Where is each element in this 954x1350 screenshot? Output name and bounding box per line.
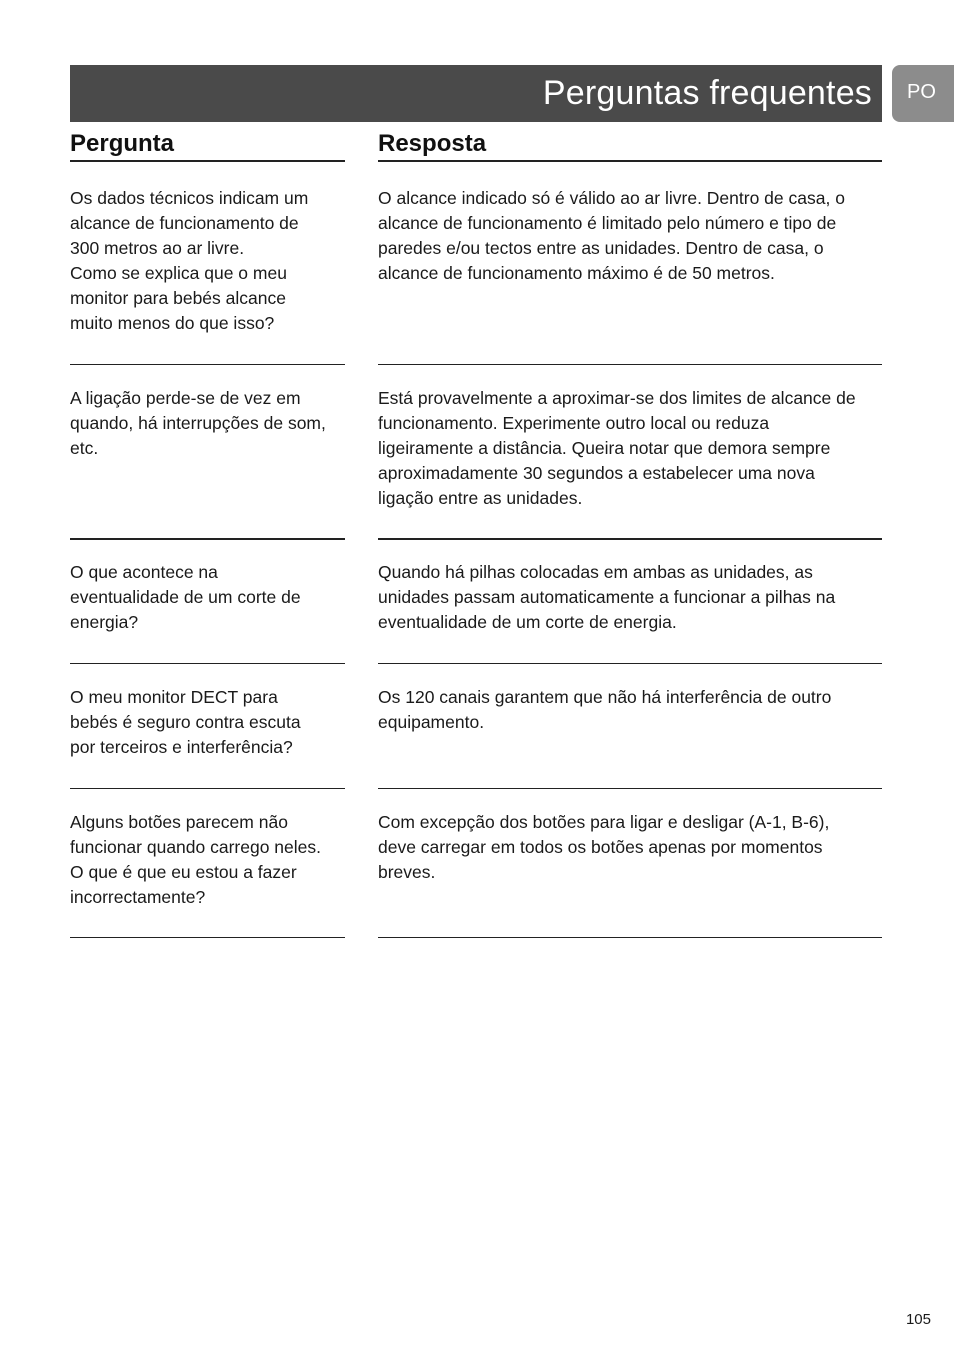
faq-answer: Quando há pilhas colocadas em ambas as unidades, as unidades passam automaticamente a funcionar a pilhas na eventualidade de um corte de energia. xyxy=(378,562,836,632)
faq-question: A ligação perde-se de vez em quando, há interrupções de som, etc. xyxy=(70,388,326,458)
row-divider xyxy=(378,788,882,789)
faq-answer: Com excepção dos botões para ligar e desligar (A-1, B-6), deve carregar em todos os botões apenas por momentos breves. xyxy=(378,812,830,882)
row-divider xyxy=(378,364,882,365)
row-divider xyxy=(378,538,882,540)
row-divider xyxy=(378,663,882,664)
row-divider xyxy=(70,663,345,664)
language-tab xyxy=(892,65,954,122)
language-tab-label: PO xyxy=(907,81,936,103)
row-divider xyxy=(378,937,882,938)
question-column-heading: Pergunta xyxy=(70,128,345,162)
row-divider xyxy=(70,937,345,938)
faq-answer: Os 120 canais garantem que não há interferência de outro equipamento. xyxy=(378,687,832,732)
faq-question: O que acontece na eventualidade de um corte de energia? xyxy=(70,562,301,632)
row-divider xyxy=(70,788,345,789)
row-divider xyxy=(70,538,345,540)
page-number: 105 xyxy=(905,1311,931,1328)
row-divider xyxy=(70,364,345,365)
answer-column-heading: Resposta xyxy=(378,128,882,162)
faq-question: Os dados técnicos indicam um alcance de funcionamento de 300 metros ao ar livre. Como se explica que o meu monitor para bebés alcance muito menos do que isso? xyxy=(70,188,309,333)
faq-question: O meu monitor DECT para bebés é seguro contra escuta por terceiros e interferência? xyxy=(70,687,301,757)
page-title: Perguntas frequentes xyxy=(542,74,872,112)
title-bar xyxy=(70,65,882,122)
faq-question: Alguns botões parecem não funcionar quando carrego neles. O que é que eu estou a fazer incorrectamente? xyxy=(70,812,322,907)
faq-answer: Está provavelmente a aproximar-se dos limites de alcance de funcionamento. Experimente outro local ou reduza ligeiramente a distância. Queira notar que demora sempre aproximadamente 30 segundos a estabelecer uma nova ligação entre as unidades. xyxy=(378,388,856,508)
faq-answer: O alcance indicado só é válido ao ar livre. Dentro de casa, o alcance de funcionamento é limitado pelo número e tipo de paredes e/ou tectos entre as unidades. Dentro de casa, o alcance de funcionamento máximo é de 50 metros. xyxy=(378,188,845,283)
